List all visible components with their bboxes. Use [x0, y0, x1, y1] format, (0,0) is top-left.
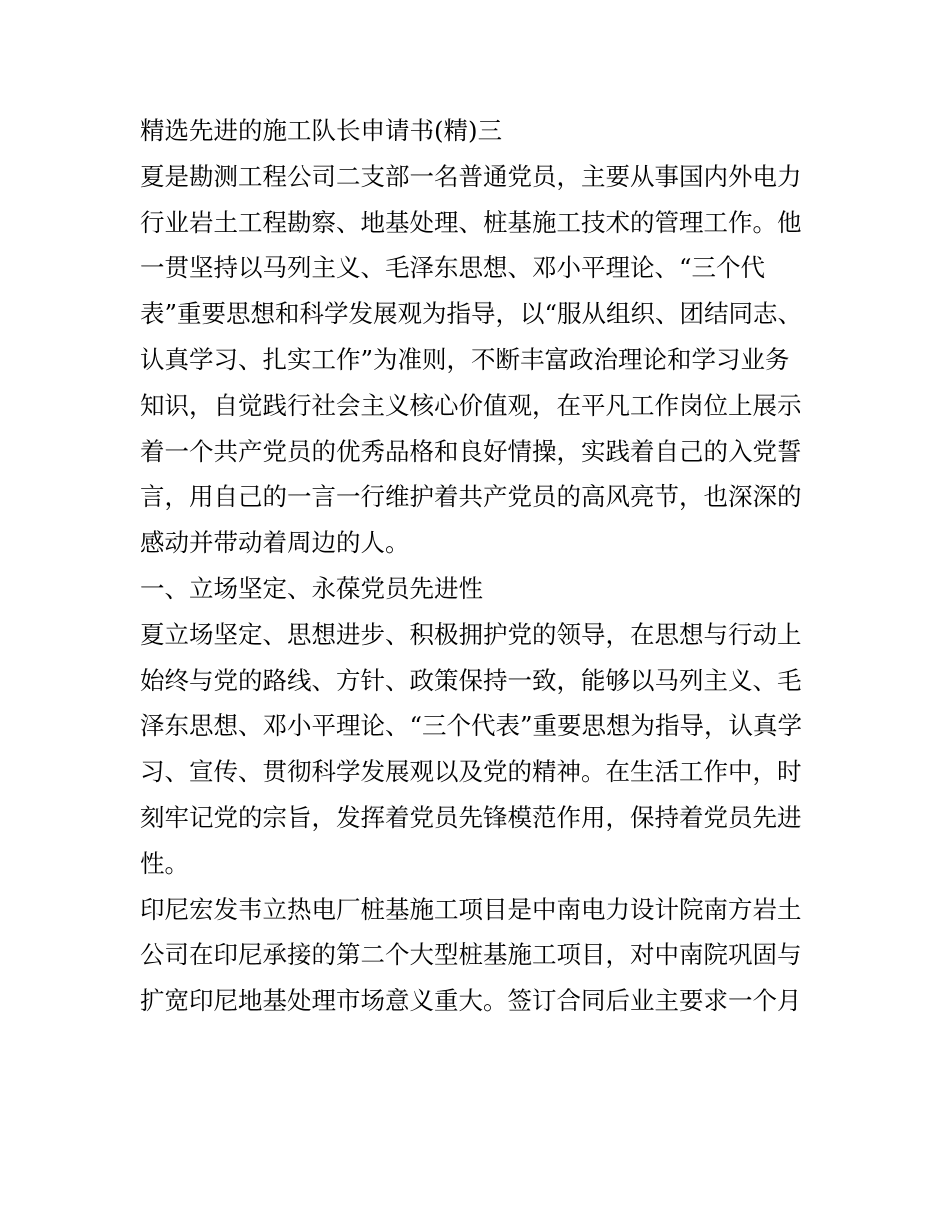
paragraph-line: 知识，自觉践行社会主义核心价值观，在平凡工作岗位上展示: [140, 390, 802, 420]
paragraph-line: 行业岩土工程勘察、地基处理、桩基施工技术的管理工作。他: [140, 207, 802, 237]
paragraph-line: 扩宽印尼地基处理市场意义重大。签订合同后业主要求一个月: [140, 986, 802, 1016]
section-paragraph-1: [140, 612, 820, 887]
paragraph-line: 表”重要思想和科学发展观为指导，以“服从组织、团结同志、: [140, 299, 803, 329]
section-paragraph-2: [140, 887, 820, 1024]
document-title: 精选先进的施工队长申请书(精)三: [140, 116, 503, 145]
paragraph-line: 泽东思想、邓小平理论、“三个代表”重要思想为指导，认真学: [140, 711, 803, 741]
paragraph-line: 言，用自己的一言一行维护着共产党员的高风亮节，也深深的: [140, 482, 802, 512]
document-body: [140, 108, 820, 1024]
paragraph-line: 始终与党的路线、方针、政策保持一致，能够以马列主义、毛: [140, 665, 802, 695]
paragraph-line: 印尼宏发韦立热电厂桩基施工项目是中南电力设计院南方岩土: [140, 894, 802, 924]
paragraph-line: 习、宣传、贯彻科学发展观以及党的精神。在生活工作中，时: [140, 757, 802, 787]
paragraph-line: 夏立场坚定、思想进步、积极拥护党的领导，在思想与行动上: [140, 619, 802, 649]
paragraph-line: 一贯坚持以马列主义、毛泽东思想、邓小平理论、“三个代: [140, 253, 766, 283]
intro-paragraph: [140, 154, 820, 566]
paragraph-line: 认真学习、扎实工作”为准则，不断丰富政治理论和学习业务: [140, 344, 790, 374]
paragraph-line: 夏是勘测工程公司二支部一名普通党员，主要从事国内外电力: [140, 161, 802, 191]
paragraph-line: 性。: [140, 848, 189, 878]
paragraph-line: 着一个共产党员的优秀品格和良好情操，实践着自己的入党誓: [140, 436, 802, 466]
paragraph-line: 感动并带动着周边的人。: [140, 528, 410, 558]
section-heading: 一、立场坚定、永葆党员先进性: [140, 573, 483, 603]
paragraph-line: 公司在印尼承接的第二个大型桩基施工项目，对中南院巩固与: [140, 940, 802, 970]
paragraph-line: 刻牢记党的宗旨，发挥着党员先锋模范作用，保持着党员先进: [140, 802, 802, 832]
